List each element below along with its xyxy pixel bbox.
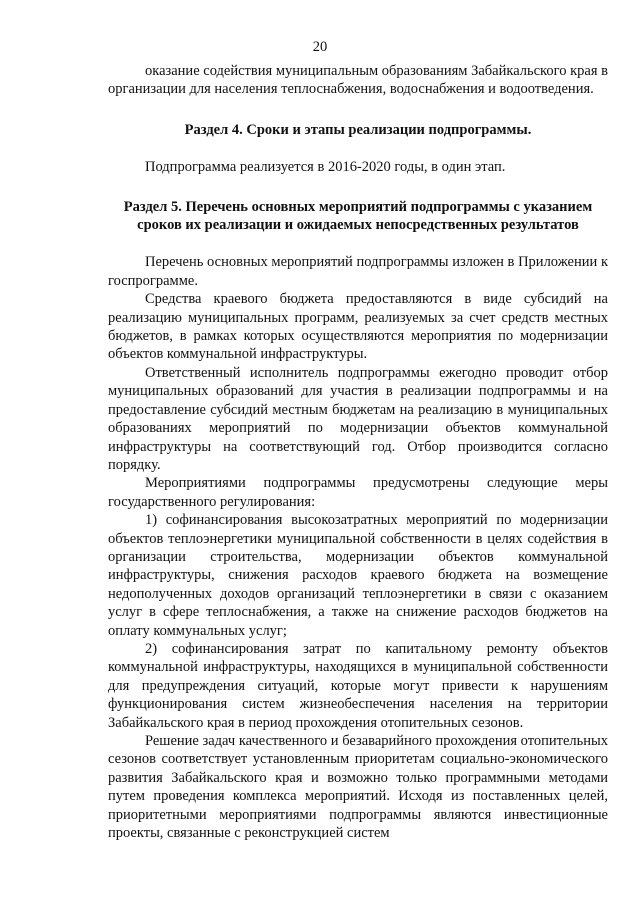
top-paragraph: оказание содействия муниципальным образованиям Забайкальского края в организации для населения теплоснабжения, водоснабжения и водоотведения. — [108, 63, 608, 98]
section-4-text: Подпрограмма реализуется в 2016-2020 годы, в один этап. — [145, 159, 506, 176]
section-5-paragraph: Средства краевого бюджета предоставляются в виде субсидий на реализацию муниципальных программ, реализуемых за счет средств местных бюджетов, в рамках которых осуществляются мероприятия по модернизации объектов коммунальной инфраструктуры. — [108, 291, 608, 363]
list-item-2: 2) софинансирования затрат по капитальному ремонту объектов коммунальной инфраструктуры, находящихся в муниципальной собственности для предупреждения ситуаций, которые могут привести к нарушениям функционирования систем жизнеобеспечения населения на территории Забайкальского края в период прохождения отопительных сезонов. — [108, 640, 608, 731]
section-5-paragraph: Перечень основных мероприятий подпрограммы изложен в Приложении к госпрограмме. — [108, 254, 608, 289]
section-5-heading: Раздел 5. Перечень основных мероприятий подпрограммы с указанием сроков их реализации и ожидаемых непосредственных результатов — [123, 198, 593, 234]
page-content — [108, 62, 608, 842]
section-5-paragraph: Ответственный исполнитель подпрограммы ежегодно проводит отбор муниципальных образований для участия в реализации подпрограммы и на предоставление субсидий местным бюджетам на реализацию в муниципальных образованиях мероприятий по модернизации объектов коммунальной инфраструктуры на соответствующий год. Отбор производится согласно порядку. — [108, 364, 608, 473]
page-number: 20 — [312, 39, 328, 55]
section-4-heading: Раздел 4. Сроки и этапы реализации подпрограммы. — [184, 121, 532, 138]
list-item-1: 1) софинансирования высокозатратных мероприятий по модернизации объектов теплоэнергетики муниципальной собственности в целях содействия в организации строительства, модернизации объектов коммунальной инфраструктуры, снижения расходов краевого бюджета на возмещение недополученных доходов организаций теплоэнергетики в связи с оказанием услуг в сфере теплоснабжения, а также на снижение расходов бюджетов на оплату коммунальных услуг; — [108, 512, 608, 639]
section-5-paragraph: Мероприятиями подпрограммы предусмотрены следующие меры государственного регулирования: — [108, 475, 608, 510]
section-5-paragraph: Решение задач качественного и безаварийного прохождения отопительных сезонов соответствует установленным приоритетам социально-экономического развития Забайкальского края и возможно только программными методами путем проведения комплекса мероприятий. Исходя из поставленных целей, приоритетными мероприятиями подпрограммы являются инвестиционные проекты, связанные с реконструкцией систем — [108, 733, 608, 842]
